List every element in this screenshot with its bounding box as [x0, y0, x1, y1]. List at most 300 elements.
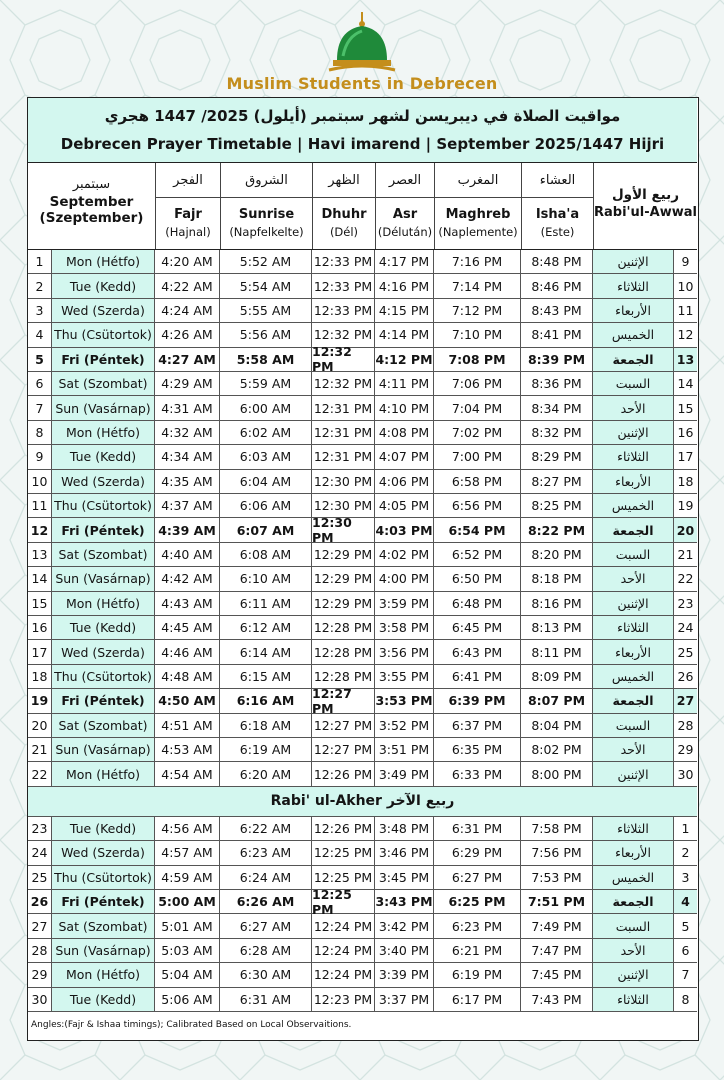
cell-weekday: Mon (Hétfo) [52, 421, 155, 445]
cell-fajr: 4:26 AM [155, 323, 220, 347]
cell-weekday: Tue (Kedd) [52, 274, 155, 298]
cell-weekday: Wed (Szerda) [52, 470, 155, 494]
cell-asr: 3:46 PM [375, 841, 434, 865]
cell-dhuhr: 12:27 PM [312, 714, 375, 738]
cell-isha: 8:11 PM [521, 640, 593, 664]
cell-maghreb: 7:00 PM [434, 445, 521, 469]
cell-maghreb: 7:14 PM [434, 274, 521, 298]
cell-weekday: Mon (Hétfo) [52, 250, 155, 274]
cell-asr: 4:15 PM [375, 299, 434, 323]
cell-asr: 3:59 PM [375, 592, 434, 616]
header-col-en: Maghreb [445, 207, 511, 222]
cell-sunrise: 5:55 AM [220, 299, 312, 323]
cell-dhuhr: 12:24 PM [312, 963, 375, 987]
header-col-hu: (Napfelkelte) [229, 225, 304, 239]
cell-dhuhr: 12:28 PM [312, 616, 375, 640]
cell-fajr: 4:34 AM [155, 445, 220, 469]
cell-weekday-ar: الخميس [593, 323, 674, 347]
cell-isha: 8:46 PM [521, 274, 593, 298]
cell-hijri-day: 20 [674, 518, 697, 542]
cell-hijri-day: 13 [674, 348, 697, 372]
table-row [28, 886, 697, 917]
cell-maghreb: 6:17 PM [434, 988, 521, 1012]
cell-date: 17 [28, 640, 52, 664]
table-row [28, 274, 697, 298]
cell-hijri-day: 30 [674, 762, 697, 786]
table-row [28, 714, 697, 738]
cell-fajr: 4:59 AM [155, 866, 220, 890]
cell-date: 23 [28, 817, 52, 841]
cell-asr: 3:48 PM [375, 817, 434, 841]
header-col-en: Isha'a [535, 207, 580, 222]
cell-date: 8 [28, 421, 52, 445]
table-row [28, 515, 697, 546]
cell-weekday: Wed (Szerda) [52, 640, 155, 664]
cell-sunrise: 5:58 AM [220, 348, 312, 372]
title-english: Debrecen Prayer Timetable | Havi imarend | September 2025/1447 Hijri [60, 135, 665, 153]
cell-hijri-day: 2 [674, 841, 697, 865]
cell-weekday-ar: الإثنين [593, 762, 674, 786]
cell-fajr: 4:43 AM [155, 592, 220, 616]
cell-isha: 8:29 PM [521, 445, 593, 469]
cell-isha: 8:36 PM [521, 372, 593, 396]
cell-weekday-ar: الثلاثاء [593, 988, 674, 1012]
cell-date: 21 [28, 738, 52, 762]
header-col-ishaa [521, 163, 593, 250]
cell-isha: 7:51 PM [521, 890, 593, 914]
cell-hijri-day: 23 [674, 592, 697, 616]
cell-weekday: Mon (Hétfo) [52, 762, 155, 786]
table-row [28, 299, 697, 323]
footnote: Angles:(Fajr & Ishaa timings); Calibrated Based on Local Observaitions. [31, 1020, 352, 1030]
header-col-ar: الظهر [313, 163, 375, 198]
cell-date: 20 [28, 714, 52, 738]
cell-weekday-ar: الأحد [593, 396, 674, 420]
cell-weekday-ar: الأحد [593, 567, 674, 591]
cell-fajr: 4:46 AM [155, 640, 220, 664]
cell-isha: 8:27 PM [521, 470, 593, 494]
cell-sunrise: 6:12 AM [220, 616, 312, 640]
brand-name: Muslim Students in Debrecen [226, 74, 498, 93]
cell-date: 25 [28, 866, 52, 890]
cell-asr: 4:10 PM [375, 396, 434, 420]
cell-fajr: 4:31 AM [155, 396, 220, 420]
cell-dhuhr: 12:30 PM [312, 518, 375, 542]
cell-asr: 3:45 PM [375, 866, 434, 890]
cell-maghreb: 6:33 PM [434, 762, 521, 786]
cell-sunrise: 5:54 AM [220, 274, 312, 298]
cell-maghreb: 7:10 PM [434, 323, 521, 347]
cell-maghreb: 7:04 PM [434, 396, 521, 420]
cell-asr: 3:56 PM [375, 640, 434, 664]
cell-isha: 8:48 PM [521, 250, 593, 274]
header-col-hu: (Hajnal) [165, 225, 211, 239]
cell-sunrise: 6:20 AM [220, 762, 312, 786]
cell-hijri-day: 10 [674, 274, 697, 298]
table-row [28, 640, 697, 664]
cell-maghreb: 7:12 PM [434, 299, 521, 323]
cell-hijri-day: 17 [674, 445, 697, 469]
cell-weekday-ar: الأربعاء [593, 841, 674, 865]
cell-dhuhr: 12:30 PM [312, 494, 375, 518]
cell-maghreb: 6:21 PM [434, 939, 521, 963]
cell-dhuhr: 12:33 PM [312, 250, 375, 274]
cell-fajr: 4:27 AM [155, 348, 220, 372]
cell-maghreb: 6:37 PM [434, 714, 521, 738]
cell-weekday: Tue (Kedd) [52, 817, 155, 841]
table-row [28, 567, 697, 591]
cell-asr: 4:12 PM [375, 348, 434, 372]
table-row [28, 939, 697, 963]
cell-fajr: 5:01 AM [155, 914, 220, 938]
cell-fajr: 5:06 AM [155, 988, 220, 1012]
cell-date: 4 [28, 323, 52, 347]
cell-weekday-ar: الأحد [593, 738, 674, 762]
cell-sunrise: 6:14 AM [220, 640, 312, 664]
cell-maghreb: 6:31 PM [434, 817, 521, 841]
header-hijri-ar: ربيع الأول [611, 187, 680, 203]
cell-weekday: Sat (Szombat) [52, 914, 155, 938]
cell-asr: 3:55 PM [375, 665, 434, 689]
cell-fajr: 5:00 AM [155, 890, 220, 914]
cell-date: 27 [28, 914, 52, 938]
cell-asr: 3:37 PM [375, 988, 434, 1012]
cell-date: 26 [28, 890, 52, 914]
cell-weekday: Thu (Csütortok) [52, 494, 155, 518]
cell-isha: 8:16 PM [521, 592, 593, 616]
cell-isha: 8:41 PM [521, 323, 593, 347]
cell-maghreb: 6:23 PM [434, 914, 521, 938]
cell-asr: 3:40 PM [375, 939, 434, 963]
cell-maghreb: 7:08 PM [434, 348, 521, 372]
cell-maghreb: 7:06 PM [434, 372, 521, 396]
month-separator [28, 787, 697, 817]
table-row [28, 988, 697, 1012]
cell-sunrise: 6:19 AM [220, 738, 312, 762]
cell-weekday-ar: الجمعة [593, 689, 674, 713]
table-row [28, 762, 697, 786]
cell-fajr: 4:20 AM [155, 250, 220, 274]
cell-dhuhr: 12:23 PM [312, 988, 375, 1012]
cell-fajr: 4:50 AM [155, 689, 220, 713]
cell-maghreb: 6:56 PM [434, 494, 521, 518]
cell-dhuhr: 12:28 PM [312, 665, 375, 689]
cell-hijri-day: 1 [674, 817, 697, 841]
header-col-sunrise [220, 163, 312, 250]
cell-weekday-ar: الجمعة [593, 890, 674, 914]
cell-isha: 7:58 PM [521, 817, 593, 841]
table-row [28, 421, 697, 445]
cell-fajr: 4:53 AM [155, 738, 220, 762]
cell-isha: 7:56 PM [521, 841, 593, 865]
cell-dhuhr: 12:33 PM [312, 299, 375, 323]
cell-dhuhr: 12:32 PM [312, 323, 375, 347]
table-row [28, 445, 697, 469]
cell-fajr: 4:22 AM [155, 274, 220, 298]
table-row [28, 738, 697, 762]
header-month-ar: سبتمبر [72, 177, 111, 192]
cell-date: 7 [28, 396, 52, 420]
cell-weekday: Thu (Csütortok) [52, 323, 155, 347]
cell-hijri-day: 22 [674, 567, 697, 591]
cell-date: 12 [28, 518, 52, 542]
cell-date: 3 [28, 299, 52, 323]
cell-asr: 3:58 PM [375, 616, 434, 640]
cell-maghreb: 6:41 PM [434, 665, 521, 689]
cell-isha: 8:09 PM [521, 665, 593, 689]
cell-date: 9 [28, 445, 52, 469]
cell-dhuhr: 12:28 PM [312, 640, 375, 664]
cell-weekday: Wed (Szerda) [52, 299, 155, 323]
cell-hijri-day: 7 [674, 963, 697, 987]
cell-dhuhr: 12:25 PM [312, 890, 375, 914]
cell-sunrise: 6:27 AM [220, 914, 312, 938]
header-col-hu: (Délután) [377, 225, 433, 239]
cell-fajr: 4:39 AM [155, 518, 220, 542]
cell-dhuhr: 12:26 PM [312, 762, 375, 786]
cell-dhuhr: 12:24 PM [312, 914, 375, 938]
cell-dhuhr: 12:26 PM [312, 817, 375, 841]
cell-weekday-ar: السبت [593, 372, 674, 396]
cell-hijri-day: 25 [674, 640, 697, 664]
cell-weekday: Sat (Szombat) [52, 372, 155, 396]
header-col-ar: المغرب [435, 163, 521, 198]
cell-weekday: Fri (Péntek) [52, 890, 155, 914]
cell-maghreb: 6:29 PM [434, 841, 521, 865]
cell-sunrise: 6:02 AM [220, 421, 312, 445]
cell-asr: 4:03 PM [375, 518, 434, 542]
cell-weekday-ar: الإثنين [593, 592, 674, 616]
cell-maghreb: 6:58 PM [434, 470, 521, 494]
cell-hijri-day: 27 [674, 689, 697, 713]
cell-maghreb: 6:27 PM [434, 866, 521, 890]
cell-asr: 4:11 PM [375, 372, 434, 396]
cell-weekday: Fri (Péntek) [52, 348, 155, 372]
cell-fajr: 4:51 AM [155, 714, 220, 738]
cell-isha: 7:53 PM [521, 866, 593, 890]
cell-date: 24 [28, 841, 52, 865]
cell-date: 22 [28, 762, 52, 786]
cell-sunrise: 5:59 AM [220, 372, 312, 396]
cell-isha: 8:22 PM [521, 518, 593, 542]
cell-isha: 8:00 PM [521, 762, 593, 786]
cell-hijri-day: 21 [674, 543, 697, 567]
cell-sunrise: 6:16 AM [220, 689, 312, 713]
cell-sunrise: 5:56 AM [220, 323, 312, 347]
cell-weekday-ar: الأربعاء [593, 640, 674, 664]
cell-hijri-day: 14 [674, 372, 697, 396]
header-col-en: Fajr [174, 207, 202, 222]
cell-asr: 4:16 PM [375, 274, 434, 298]
cell-date: 10 [28, 470, 52, 494]
cell-maghreb: 6:45 PM [434, 616, 521, 640]
cell-date: 2 [28, 274, 52, 298]
cell-sunrise: 6:04 AM [220, 470, 312, 494]
cell-weekday: Sat (Szombat) [52, 543, 155, 567]
cell-weekday: Sat (Szombat) [52, 714, 155, 738]
cell-date: 1 [28, 250, 52, 274]
header-col-ar: الشروق [221, 163, 312, 198]
cell-weekday-ar: الإثنين [593, 963, 674, 987]
cell-maghreb: 6:50 PM [434, 567, 521, 591]
cell-weekday: Fri (Péntek) [52, 689, 155, 713]
header-month-hu: (Szeptember) [39, 210, 144, 226]
header-hijri [593, 163, 697, 250]
cell-weekday: Thu (Csütortok) [52, 866, 155, 890]
header-col-asr [375, 163, 434, 250]
header-col-fajr [155, 163, 220, 250]
cell-sunrise: 6:11 AM [220, 592, 312, 616]
cell-maghreb: 6:35 PM [434, 738, 521, 762]
cell-hijri-day: 24 [674, 616, 697, 640]
table-row [28, 616, 697, 640]
cell-asr: 4:02 PM [375, 543, 434, 567]
cell-weekday-ar: السبت [593, 914, 674, 938]
cell-fajr: 4:40 AM [155, 543, 220, 567]
cell-weekday-ar: الأحد [593, 939, 674, 963]
cell-sunrise: 6:07 AM [220, 518, 312, 542]
cell-sunrise: 6:23 AM [220, 841, 312, 865]
cell-sunrise: 6:24 AM [220, 866, 312, 890]
cell-hijri-day: 28 [674, 714, 697, 738]
cell-dhuhr: 12:31 PM [312, 445, 375, 469]
cell-dhuhr: 12:24 PM [312, 939, 375, 963]
cell-date: 16 [28, 616, 52, 640]
cell-asr: 4:06 PM [375, 470, 434, 494]
cell-sunrise: 6:30 AM [220, 963, 312, 987]
cell-hijri-day: 29 [674, 738, 697, 762]
cell-fajr: 4:54 AM [155, 762, 220, 786]
cell-asr: 3:42 PM [375, 914, 434, 938]
cell-hijri-day: 11 [674, 299, 697, 323]
cell-asr: 3:51 PM [375, 738, 434, 762]
cell-weekday-ar: الخميس [593, 866, 674, 890]
cell-weekday: Mon (Hétfo) [52, 963, 155, 987]
cell-isha: 8:07 PM [521, 689, 593, 713]
table-row [28, 543, 697, 567]
cell-isha: 8:20 PM [521, 543, 593, 567]
cell-weekday: Sun (Vasárnap) [52, 396, 155, 420]
header-col-ar: الفجر [156, 163, 220, 198]
cell-hijri-day: 4 [674, 890, 697, 914]
cell-dhuhr: 12:25 PM [312, 841, 375, 865]
cell-isha: 8:34 PM [521, 396, 593, 420]
cell-asr: 3:43 PM [375, 890, 434, 914]
cell-dhuhr: 12:32 PM [312, 348, 375, 372]
cell-maghreb: 6:48 PM [434, 592, 521, 616]
cell-sunrise: 6:22 AM [220, 817, 312, 841]
cell-date: 30 [28, 988, 52, 1012]
cell-asr: 3:39 PM [375, 963, 434, 987]
table-row [28, 963, 697, 987]
cell-date: 11 [28, 494, 52, 518]
cell-sunrise: 6:26 AM [220, 890, 312, 914]
table-row [28, 685, 697, 716]
cell-isha: 7:49 PM [521, 914, 593, 938]
cell-maghreb: 6:39 PM [434, 689, 521, 713]
table-row [28, 841, 697, 865]
cell-fajr: 4:29 AM [155, 372, 220, 396]
table-row [28, 592, 697, 616]
cell-weekday-ar: الثلاثاء [593, 616, 674, 640]
cell-weekday: Mon (Hétfo) [52, 592, 155, 616]
cell-weekday: Tue (Kedd) [52, 616, 155, 640]
cell-fajr: 4:24 AM [155, 299, 220, 323]
header-col-en: Dhuhr [321, 207, 367, 222]
table-row [28, 396, 697, 420]
cell-hijri-day: 18 [674, 470, 697, 494]
separator-ar: ربيع الآخر [386, 793, 455, 810]
cell-asr: 4:00 PM [375, 567, 434, 591]
header-col-maghreb [434, 163, 521, 250]
cell-sunrise: 6:10 AM [220, 567, 312, 591]
cell-sunrise: 5:52 AM [220, 250, 312, 274]
cell-asr: 4:08 PM [375, 421, 434, 445]
table-row [28, 344, 697, 375]
mosque-dome-icon [327, 12, 397, 74]
cell-fajr: 4:37 AM [155, 494, 220, 518]
cell-isha: 8:18 PM [521, 567, 593, 591]
cell-weekday: Wed (Szerda) [52, 841, 155, 865]
cell-date: 15 [28, 592, 52, 616]
cell-maghreb: 7:16 PM [434, 250, 521, 274]
cell-weekday-ar: الثلاثاء [593, 445, 674, 469]
cell-sunrise: 6:28 AM [220, 939, 312, 963]
cell-dhuhr: 12:31 PM [312, 421, 375, 445]
timetable-sheet [27, 97, 699, 1041]
cell-fajr: 5:03 AM [155, 939, 220, 963]
title-block [28, 98, 697, 163]
cell-isha: 7:43 PM [521, 988, 593, 1012]
cell-isha: 8:39 PM [521, 348, 593, 372]
cell-date: 18 [28, 665, 52, 689]
title-arabic: مواقيت الصلاة في ديبريسن لشهر سبتمبر (أيلول) 2025/ 1447 هجري [104, 107, 621, 125]
header-col-ar: العصر [376, 163, 434, 198]
separator-en: Rabi' ul-Akher [270, 793, 382, 810]
cell-weekday-ar: الأربعاء [593, 470, 674, 494]
cell-sunrise: 6:18 AM [220, 714, 312, 738]
cell-dhuhr: 12:29 PM [312, 592, 375, 616]
cell-isha: 8:13 PM [521, 616, 593, 640]
cell-sunrise: 6:00 AM [220, 396, 312, 420]
header-col-hu: (Dél) [329, 225, 359, 239]
cell-dhuhr: 12:29 PM [312, 543, 375, 567]
cell-weekday: Sun (Vasárnap) [52, 567, 155, 591]
cell-maghreb: 6:25 PM [434, 890, 521, 914]
cell-asr: 3:52 PM [375, 714, 434, 738]
cell-fajr: 4:48 AM [155, 665, 220, 689]
header-month-en: September [49, 194, 134, 210]
cell-fajr: 4:56 AM [155, 817, 220, 841]
cell-hijri-day: 19 [674, 494, 697, 518]
cell-fajr: 5:04 AM [155, 963, 220, 987]
cell-hijri-day: 3 [674, 866, 697, 890]
cell-fajr: 4:35 AM [155, 470, 220, 494]
cell-weekday-ar: الأربعاء [593, 299, 674, 323]
cell-asr: 3:53 PM [375, 689, 434, 713]
cell-maghreb: 6:43 PM [434, 640, 521, 664]
cell-weekday-ar: الثلاثاء [593, 274, 674, 298]
cell-dhuhr: 12:30 PM [312, 470, 375, 494]
cell-maghreb: 6:19 PM [434, 963, 521, 987]
cell-weekday: Thu (Csütortok) [52, 665, 155, 689]
cell-isha: 8:04 PM [521, 714, 593, 738]
cell-dhuhr: 12:27 PM [312, 689, 375, 713]
cell-weekday: Tue (Kedd) [52, 988, 155, 1012]
cell-dhuhr: 12:29 PM [312, 567, 375, 591]
header-month [28, 163, 155, 250]
cell-date: 6 [28, 372, 52, 396]
